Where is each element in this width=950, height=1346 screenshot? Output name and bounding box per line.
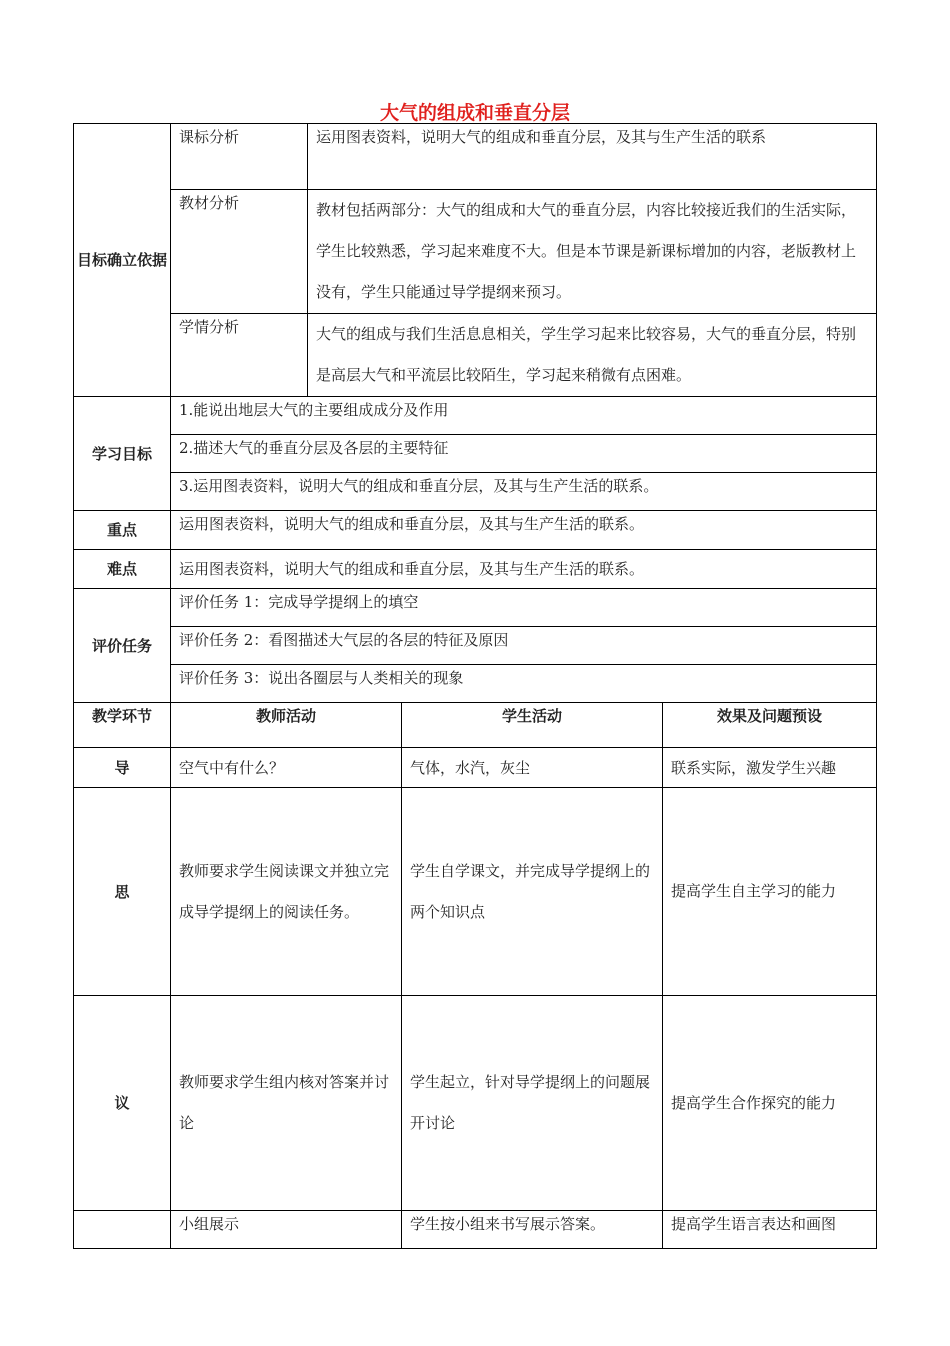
process-header: 学生活动 [402, 703, 663, 748]
process-row [74, 748, 877, 788]
objective-row [74, 397, 877, 435]
process-student: 学生自学课文，并完成导学提纲上的两个知识点 [402, 788, 663, 996]
objective-row [74, 473, 877, 511]
process-effect: 提高学生合作探究的能力 [663, 996, 877, 1211]
evaluation-item: 评价任务 3：说出各圈层与人类相关的现象 [171, 665, 877, 703]
evaluation-row [74, 665, 877, 703]
basis-row-student [74, 314, 877, 397]
basis-item-text: 运用图表资料，说明大气的组成和垂直分层，及其与生产生活的联系 [308, 124, 877, 190]
objectives-label: 学习目标 [74, 397, 171, 511]
basis-item-label: 课标分析 [171, 124, 308, 190]
process-row [74, 996, 877, 1211]
objective-item: 3.运用图表资料，说明大气的组成和垂直分层，及其与生产生活的联系。 [171, 473, 877, 511]
difficulty-row [74, 550, 877, 589]
process-header: 效果及问题预设 [663, 703, 877, 748]
process-effect: 提高学生自主学习的能力 [663, 788, 877, 996]
key-point-label: 重点 [74, 511, 171, 550]
lesson-plan-table [73, 123, 877, 1249]
key-point-text: 运用图表资料，说明大气的组成和垂直分层，及其与生产生活的联系。 [171, 511, 877, 550]
process-teacher: 空气中有什么？ [171, 748, 402, 788]
page-title: 大气的组成和垂直分层 [379, 102, 570, 124]
basis-row-curriculum [74, 124, 877, 190]
evaluation-row [74, 589, 877, 627]
process-row [74, 788, 877, 996]
process-header: 教学环节 [74, 703, 171, 748]
objective-item: 2.描述大气的垂直分层及各层的主要特征 [171, 435, 877, 473]
difficulty-label: 难点 [74, 550, 171, 589]
basis-item-label: 教材分析 [171, 190, 308, 314]
process-header-row [74, 703, 877, 748]
process-student: 气体，水汽，灰尘 [402, 748, 663, 788]
process-row [74, 1211, 877, 1249]
process-teacher: 教师要求学生阅读课文并独立完成导学提纲上的阅读任务。 [171, 788, 402, 996]
basis-row-textbook [74, 190, 877, 314]
process-header: 教师活动 [171, 703, 402, 748]
objective-item: 1.能说出地层大气的主要组成成分及作用 [171, 397, 877, 435]
process-effect: 提高学生语言表达和画图 [663, 1211, 877, 1249]
process-student: 学生按小组来书写展示答案。 [402, 1211, 663, 1249]
process-stage [74, 1211, 171, 1249]
evaluation-item: 评价任务 1：完成导学提纲上的填空 [171, 589, 877, 627]
process-teacher: 教师要求学生组内核对答案并讨论 [171, 996, 402, 1211]
key-point-row [74, 511, 877, 550]
evaluation-label: 评价任务 [74, 589, 171, 703]
process-student: 学生起立，针对导学提纲上的问题展开讨论 [402, 996, 663, 1211]
process-stage: 导 [74, 748, 171, 788]
evaluation-row [74, 627, 877, 665]
basis-label: 目标确立依据 [74, 124, 171, 397]
process-stage: 思 [74, 788, 171, 996]
basis-item-text: 大气的组成与我们生活息息相关，学生学习起来比较容易，大气的垂直分层，特别是高层大气和平流层比较陌生，学习起来稍微有点困难。 [308, 314, 877, 397]
objective-row [74, 435, 877, 473]
basis-item-text: 教材包括两部分：大气的组成和大气的垂直分层，内容比较接近我们的生活实际，学生比较熟悉，学习起来难度不大。但是本节课是新课标增加的内容，老版教材上没有，学生只能通过导学提纲来预习。 [308, 190, 877, 314]
difficulty-text: 运用图表资料，说明大气的组成和垂直分层，及其与生产生活的联系。 [171, 550, 877, 589]
process-effect: 联系实际，激发学生兴趣 [663, 748, 877, 788]
process-teacher: 小组展示 [171, 1211, 402, 1249]
process-stage: 议 [74, 996, 171, 1211]
evaluation-item: 评价任务 2：看图描述大气层的各层的特征及原因 [171, 627, 877, 665]
basis-item-label: 学情分析 [171, 314, 308, 397]
